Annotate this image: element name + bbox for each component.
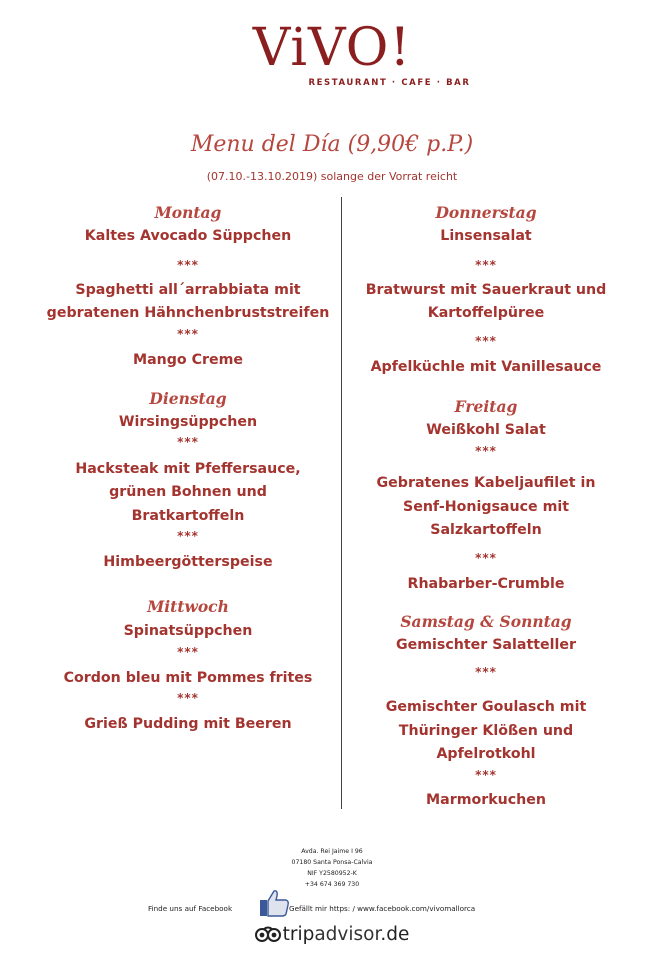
day-montag: Montag [154, 203, 222, 222]
dish-mittwoch-main: Cordon bleu mit Pommes frites [63, 670, 313, 686]
menu-title: Menu del Día (9,90€ p.P.) [190, 132, 474, 157]
dish-montag-starter: Kaltes Avocado Süppchen [84, 228, 292, 244]
dish-dienstag-starter: Wirsingsüppchen [118, 414, 258, 430]
separator: *** [177, 645, 199, 659]
address-street: Avda. Rei Jaime I 96 [301, 848, 363, 855]
column-divider [341, 197, 342, 809]
day-dienstag: Dienstag [149, 389, 227, 408]
dish-weekend-main-1: Gemischter Goulasch mit [385, 699, 587, 715]
dish-weekend-dessert: Marmorkuchen [426, 792, 546, 808]
day-mittwoch: Mittwoch [147, 597, 229, 616]
day-freitag: Freitag [454, 397, 518, 416]
separator: *** [475, 258, 497, 272]
dish-dienstag-main-2: grünen Bohnen und [109, 484, 267, 500]
separator: *** [177, 327, 199, 341]
logo-tagline: RESTAURANT · CAFE · BAR [308, 78, 471, 88]
dish-freitag-dessert: Rhabarber-Crumble [407, 576, 565, 592]
logo-name: ViVO! [252, 18, 412, 78]
separator: *** [475, 444, 497, 458]
separator: *** [475, 665, 497, 679]
facebook-find-us: Finde uns auf Facebook [148, 904, 233, 913]
separator: *** [177, 691, 199, 705]
dish-freitag-main-2: Senf-Honigsauce mit [402, 499, 569, 515]
dish-mittwoch-starter: Spinatsüppchen [123, 623, 253, 639]
dish-montag-main-2: gebratenen Hähnchenbruststreifen [46, 305, 330, 321]
separator: *** [475, 768, 497, 782]
dish-donnerstag-dessert: Apfelküchle mit Vanillesauce [370, 359, 602, 375]
dish-donnerstag-starter: Linsensalat [440, 228, 532, 244]
address-nif: NIF Y2580952-K [307, 870, 357, 877]
dish-dienstag-main-3: Bratkartoffeln [131, 508, 245, 524]
tripadvisor-advisor: advisor [314, 924, 381, 945]
dish-dienstag-dessert: Himbeergötterspeise [103, 554, 273, 570]
address-phone: +34 674 369 730 [304, 881, 360, 888]
dish-mittwoch-dessert: Grieß Pudding mit Beeren [84, 716, 292, 732]
day-samstag-sonntag: Samstag & Sonntag [400, 612, 572, 631]
restaurant-logo [0, 18, 664, 88]
facebook-link[interactable]: Gefällt mir https: / www.facebook.com/vivomallorca [289, 904, 476, 913]
address-city: 07180 Santa Ponsa-Calvia [291, 859, 373, 866]
tripadvisor-trip: trip [282, 924, 315, 945]
separator: *** [475, 551, 497, 565]
dish-dienstag-main-1: Hacksteak mit Pfeffersauce, [75, 461, 301, 477]
dish-weekend-starter: Gemischter Salatteller [396, 637, 576, 653]
dish-montag-main-1: Spaghetti all´arrabbiata mit [75, 282, 301, 298]
tripadvisor-logo [0, 924, 664, 948]
separator: *** [177, 258, 199, 272]
menu-dates: (07.10.-13.10.2019) solange der Vorrat reicht [206, 170, 458, 183]
owl-icon [255, 926, 281, 948]
dish-donnerstag-main-1: Bratwurst mit Sauerkraut und [365, 282, 607, 298]
dish-weekend-main-3: Apfelrotkohl [436, 746, 536, 762]
dish-freitag-main-3: Salzkartoffeln [430, 522, 542, 538]
tripadvisor-domain: .de [380, 924, 410, 945]
dish-montag-dessert: Mango Creme [132, 352, 244, 368]
day-donnerstag: Donnerstag [435, 203, 537, 222]
thumbs-up-icon [250, 888, 290, 918]
dish-freitag-main-1: Gebratenes Kabeljaufilet in [376, 475, 596, 491]
dish-freitag-starter: Weißkohl Salat [426, 422, 546, 438]
separator: *** [177, 435, 199, 449]
separator: *** [177, 529, 199, 543]
dish-donnerstag-main-2: Kartoffelpüree [427, 305, 545, 321]
dish-weekend-main-2: Thüringer Klößen und [398, 723, 574, 739]
separator: *** [475, 334, 497, 348]
